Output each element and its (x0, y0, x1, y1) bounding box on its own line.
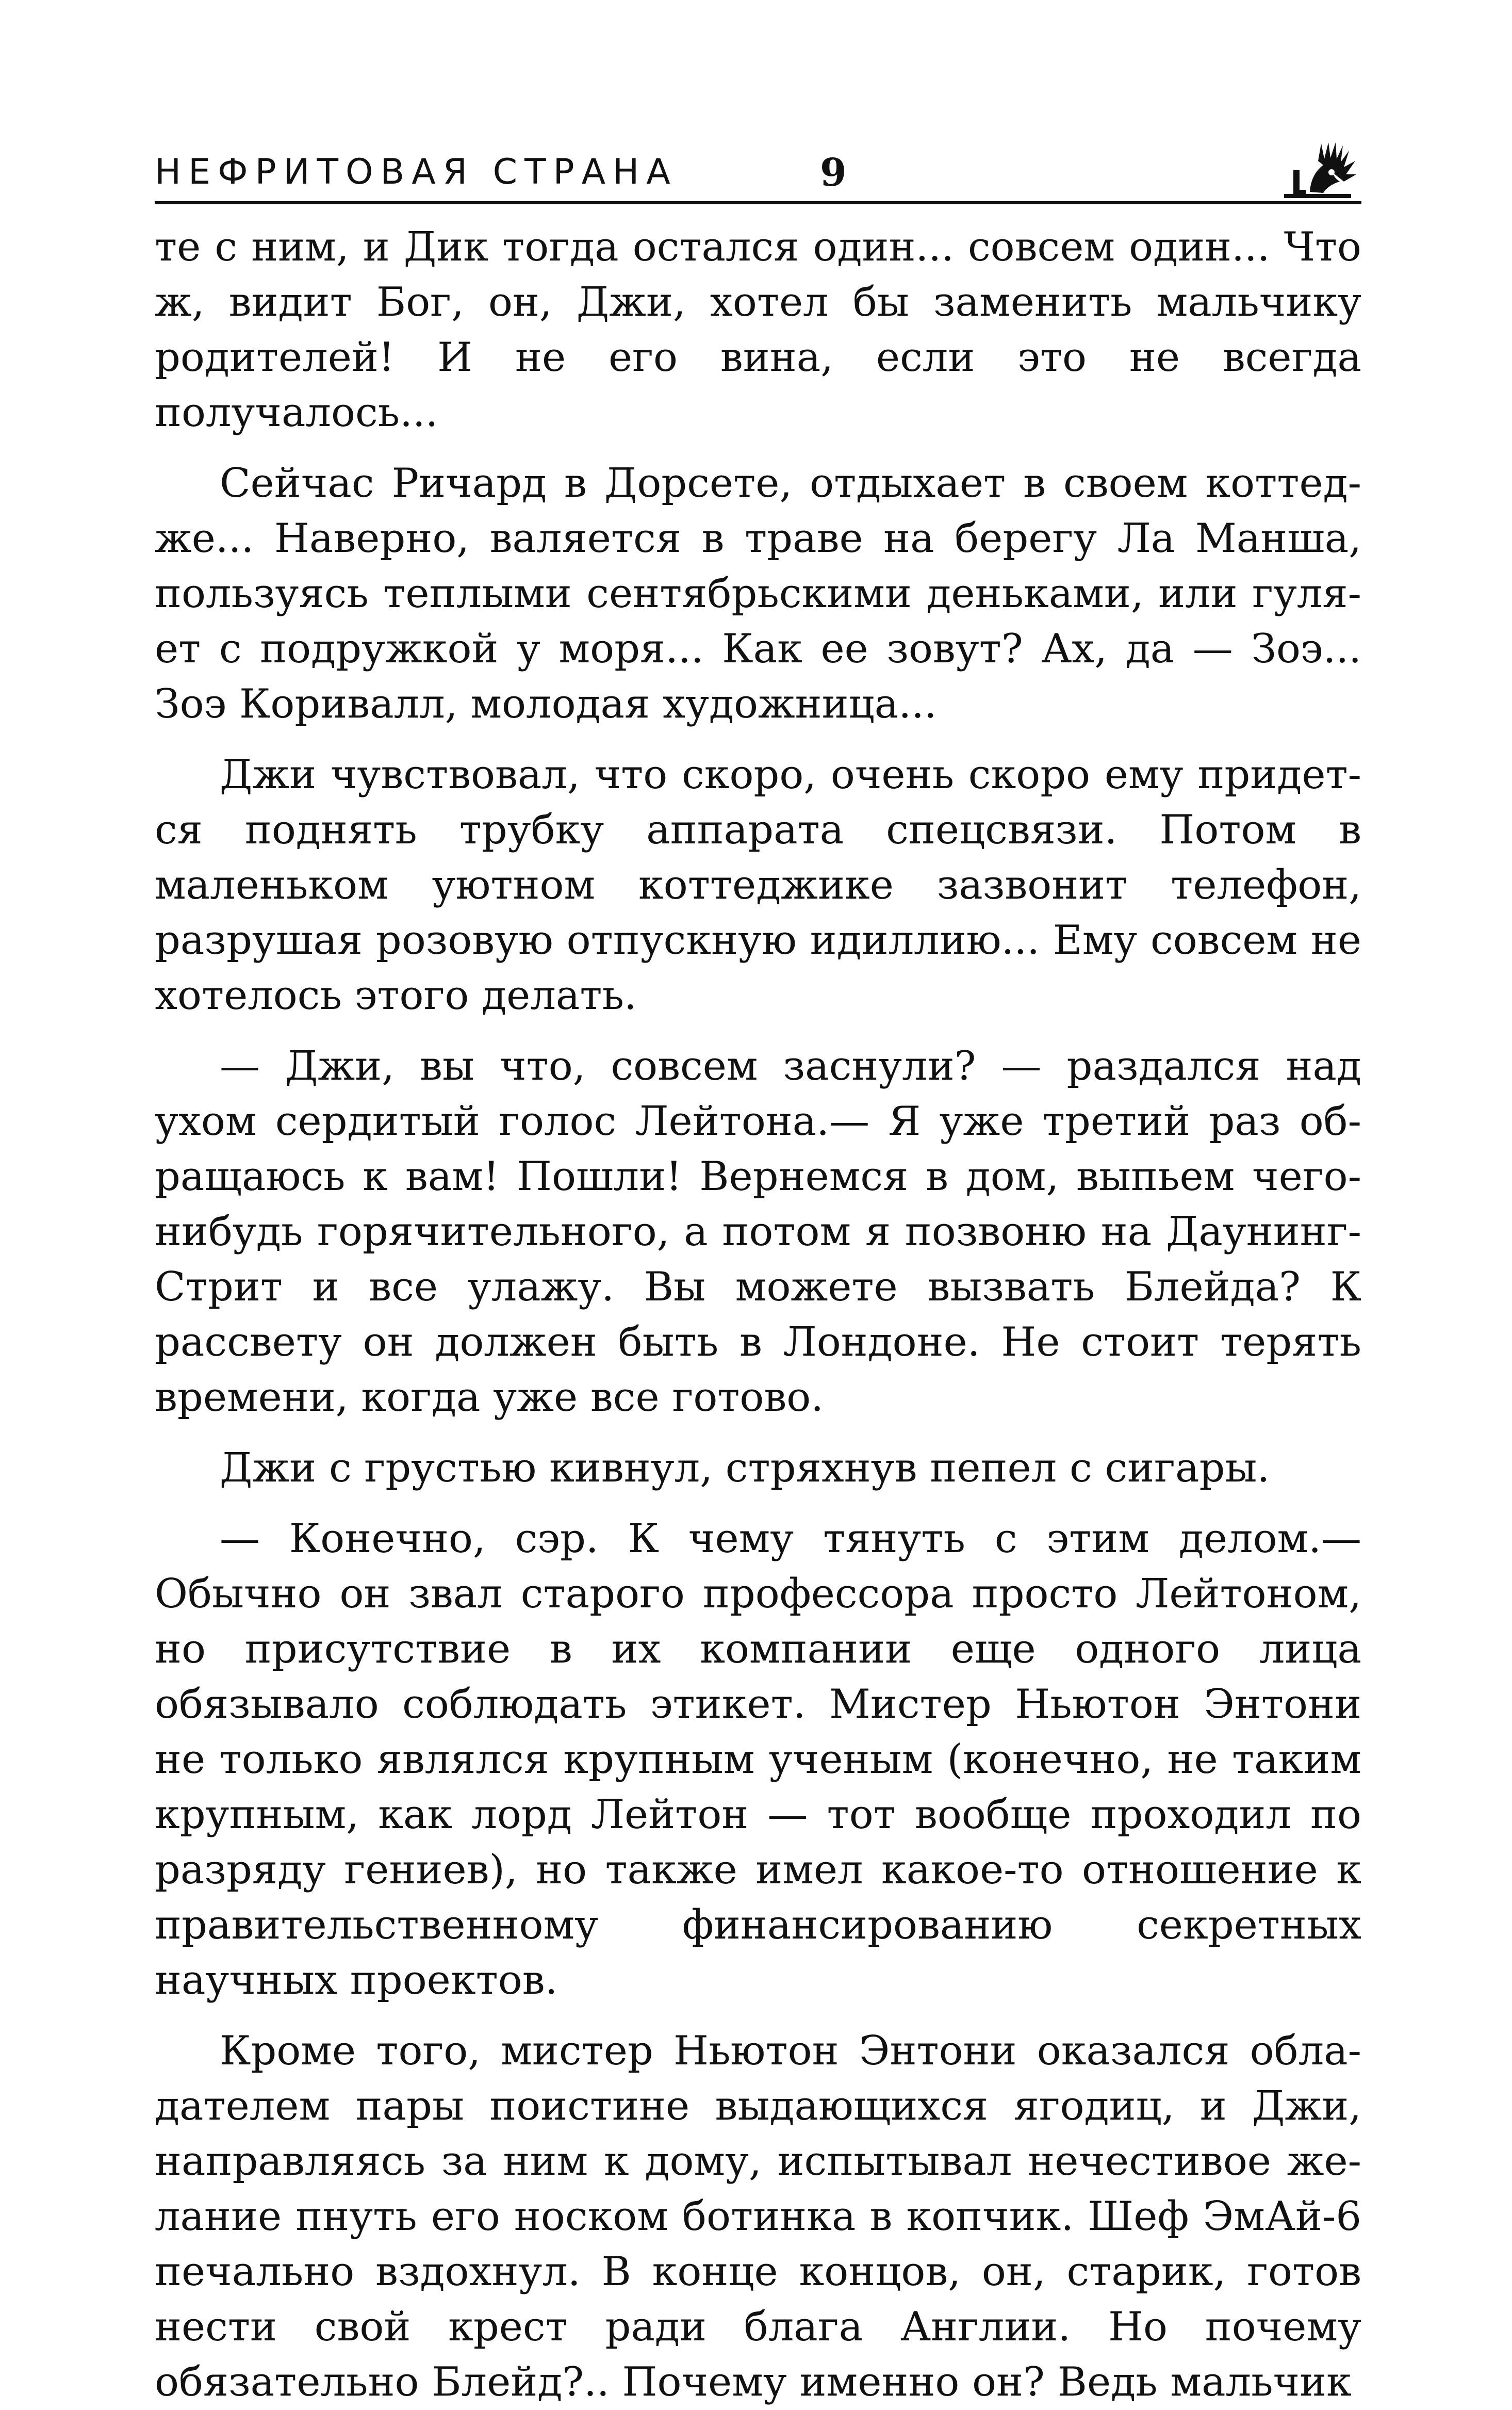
paragraph-7: Кроме того, мистер Ньютон Энтони оказался обладателем пары поистине выдающихся ягодиц, и Джи, направляясь за ним к дому, испытывал нечестивое желание пнуть его носком ботинка в копчик. Шеф ЭмАй-6 печально вздохнул. В конце концов, он, старик, готов нести свой крест ради блага Англии. Но почему обязательно Блейд?.. Почему именно он? Ведь мальчик (155, 2028, 1361, 2405)
page-number: 9 (820, 151, 847, 195)
paragraph-5: Джи с грустью кивнул, стряхнув пепел с сигары. (220, 1445, 1270, 1491)
heraldic-ornament-icon (1274, 138, 1361, 200)
running-title: НЕФРИТОВАЯ СТРАНА (155, 152, 678, 192)
paragraph-2: Сейчас Ричард в Дорсете, отдыхает в своем коттедже... Наверно, валяется в траве на берегу Ла Манша, пользуясь теплыми сентябрьскими деньками, или гуляет с подружкой у моря... Как ее зовут? Ах, да — Зоэ... Зоэ Коривалл, молодая художница... (155, 460, 1361, 727)
paragraph-1: те с ним, и Дик тогда остался один... совсем один... Что ж, видит Бог, он, Джи, хотел бы заменить мальчику родителей! И не его вина, если это не всегда получалось... (155, 224, 1361, 436)
book-page (155, 134, 1361, 2410)
page-header (155, 134, 1361, 204)
body-text (155, 220, 1361, 2410)
paragraph-3: Джи чувствовал, что скоро, очень скоро ему придется поднять трубку аппарата спецсвязи. Потом в маленьком уютном коттеджике зазвонит телефон, разрушая розовую отпускную идиллию... Ему совсем не хотелось этого делать. (155, 752, 1361, 1019)
paragraph-4: — Джи, вы что, совсем заснули? — раздался над ухом сердитый голос Лейтона.— Я уже третий раз обращаюсь к вам! Пошли! Вернемся в дом, выпьем чегонибудь горячительного, а потом я позвоню на ДаунингСтрит и все улажу. Вы можете вызвать Блейда? К рассвету он должен быть в Лондоне. Не стоит терять времени, когда уже все готово. (155, 1043, 1361, 1421)
paragraph-6: — Конечно, сэр. К чему тянуть с этим делом.— Обычно он звал старого профессора просто Лейтоном, но присутствие в их компании еще одного лица обязывало соблюдать этикет. Мистер Ньютон Энтони не только являлся крупным ученым (конечно, не таким крупным, как лорд Лейтон — тот вообще проходил по разряду гениев), но также имел какое-то отношение к правительственному финансированию секретных научных проектов. (155, 1516, 1361, 2004)
